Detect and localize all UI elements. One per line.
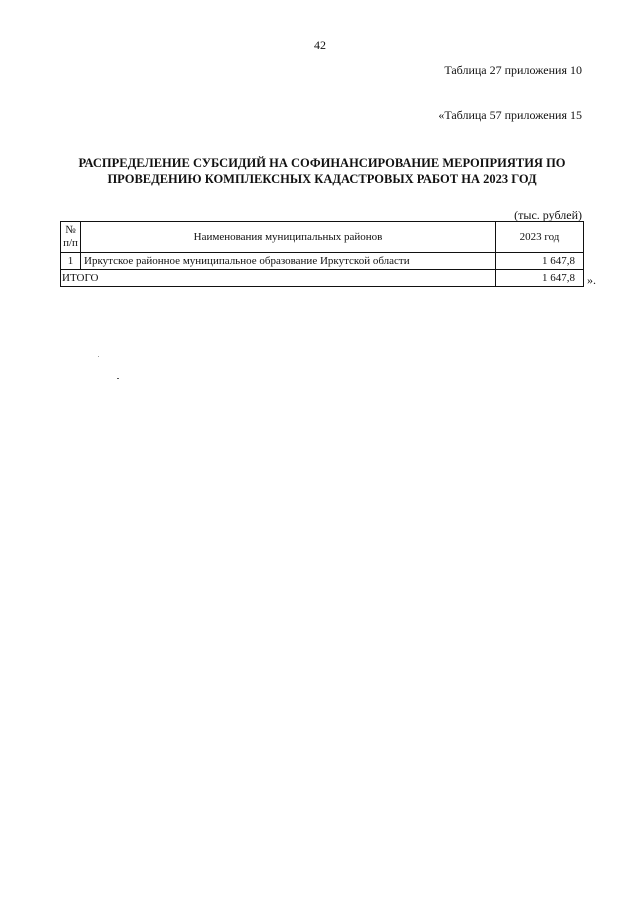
table-reference-amended: «Таблица 57 приложения 15 [438,108,582,122]
table-row [61,253,584,270]
header-year: 2023 год [496,222,584,253]
page-number: 42 [314,38,326,52]
header-number-abbrev: п/п [63,237,78,249]
scan-speck [98,356,99,357]
document-title [60,155,584,187]
table-reference-current: Таблица 27 приложения 10 [444,63,582,77]
document-title-line-2: ПРОВЕДЕНИЮ КОМПЛЕКСНЫХ КАДАСТРОВЫХ РАБОТ НА 2023 ГОД [107,172,537,186]
table-header-row [61,222,584,253]
row-value: 1 647,8 [496,253,584,270]
total-value: 1 647,8 [496,270,584,287]
unit-label: (тыс. рублей) [514,208,582,222]
header-number-symbol: № [65,224,76,236]
table-total-row [61,270,584,287]
subsidy-distribution-table [60,221,584,287]
total-label: ИТОГО [61,270,496,287]
row-number: 1 [61,253,81,270]
row-district-name: Иркутское районное муниципальное образование Иркутской области [81,253,496,270]
closing-quote: ». [587,273,596,287]
document-title-line-1: РАСПРЕДЕЛЕНИЕ СУБСИДИЙ НА СОФИНАНСИРОВАНИЕ МЕРОПРИЯТИЯ ПО [78,156,566,170]
header-number [61,222,81,253]
header-district-name: Наименования муниципальных районов [81,222,496,253]
scan-speck [117,378,119,379]
